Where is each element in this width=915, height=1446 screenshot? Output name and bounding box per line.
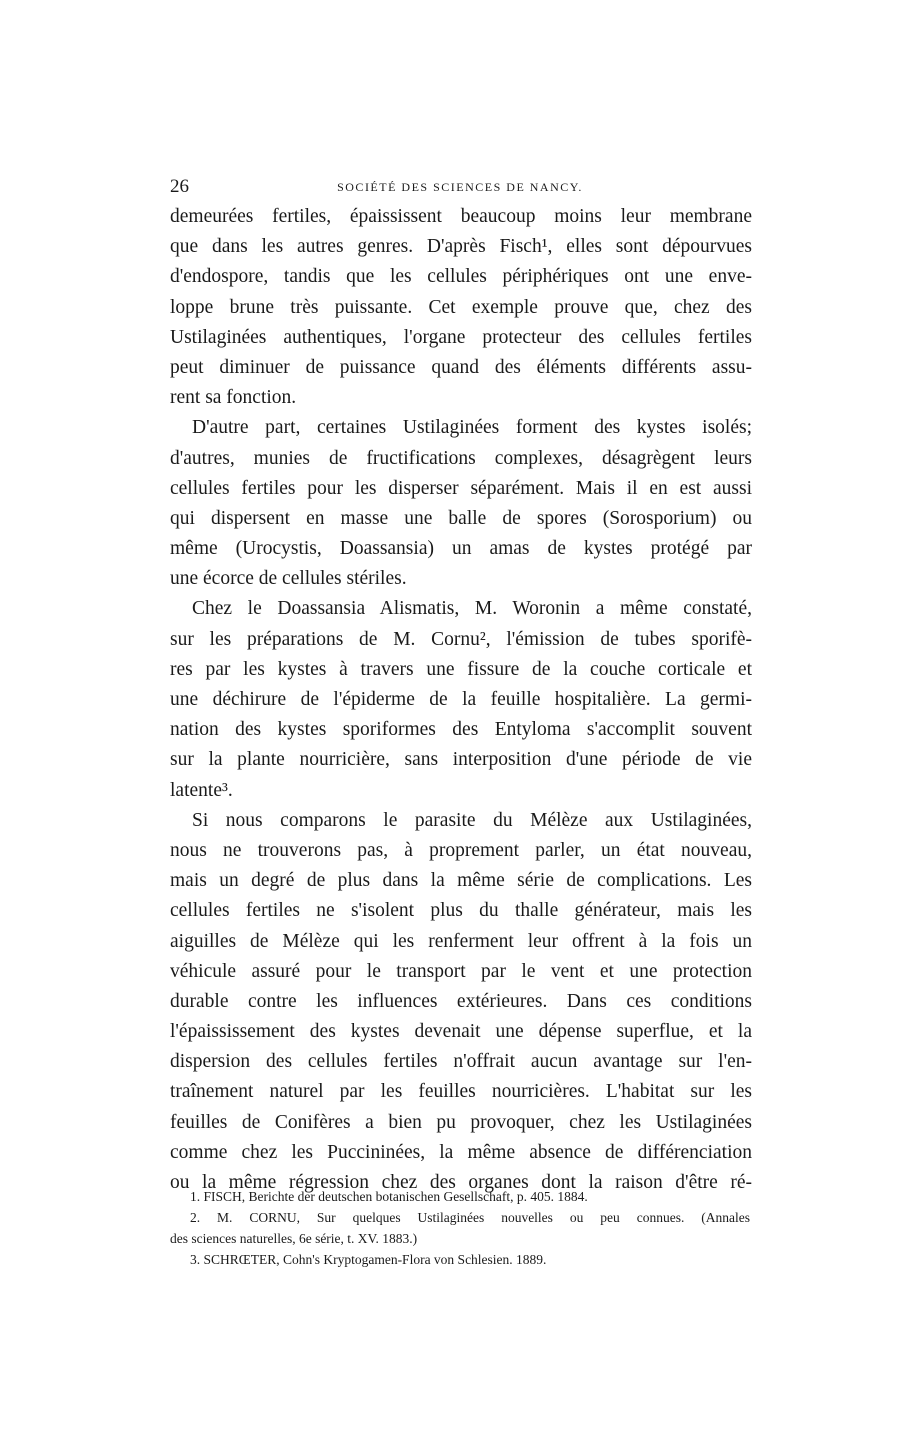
footnote: 3. SCHRŒTER, Cohn's Kryptogamen-Flora von Schlesien. 1889.: [190, 1252, 547, 1267]
footnote: 2. M. CORNU, Sur quelques Ustilaginées nouvelles ou peu connues. (Annales: [190, 1210, 750, 1225]
text-line: d'autres, munies de fructifications complexes, désagrègent leurs: [170, 447, 752, 469]
text-line: l'épaississement des kystes devenait une dépense superflue, et la: [170, 1021, 752, 1043]
footnote: 1. FISCH, Berichte der deutschen botanischen Gesellschaft, p. 405. 1884.: [190, 1189, 588, 1204]
text-line: feuilles de Conifères a bien pu provoquer, chez les Ustilaginées: [170, 1111, 752, 1133]
text-line: loppe brune très puissante. Cet exemple prouve que, chez des: [170, 296, 752, 318]
text-line: peut diminuer de puissance quand des éléments différents assu-: [170, 356, 752, 378]
text-line: véhicule assuré pour le transport par le vent et une protection: [170, 960, 752, 982]
running-head: SOCIÉTÉ DES SCIENCES DE NANCY.: [337, 180, 583, 194]
footnotes: [170, 1186, 750, 1270]
text-line: nation des kystes sporiformes des Entyloma s'accomplit souvent: [170, 719, 752, 741]
text-line: res par les kystes à travers une fissure de la couche corticale et: [170, 658, 752, 680]
text-line: nous ne trouverons pas, à proprement parler, un état nouveau,: [170, 839, 752, 861]
text-line: durable contre les influences extérieures. Dans ces conditions: [170, 990, 752, 1012]
text-line: Ustilaginées authentiques, l'organe protecteur des cellules fertiles: [170, 326, 752, 348]
text-line: qui dispersent en masse une balle de spores (Sorosporium) ou: [170, 507, 752, 529]
text-line: demeurées fertiles, épaississent beaucoup moins leur membrane: [170, 206, 752, 227]
text-line: Chez le Doassansia Alismatis, M. Woronin a même constaté,: [192, 598, 752, 620]
text-line: même (Urocystis, Doassansia) un amas de kystes protégé par: [170, 538, 752, 560]
text-line: une déchirure de l'épiderme de la feuille hospitalière. La germi-: [170, 689, 752, 710]
text-line: rent sa fonction.: [170, 387, 297, 409]
text-line: Si nous comparons le parasite du Mélèze aux Ustilaginées,: [192, 809, 752, 831]
text-line: cellules fertiles pour les disperser séparément. Mais il en est aussi: [170, 477, 752, 499]
text-line: aiguilles de Mélèze qui les renferment leur offrent à la fois un: [170, 930, 752, 952]
footnote: des sciences naturelles, 6e série, t. XV. 1883.): [170, 1231, 418, 1246]
page-header: [170, 176, 750, 200]
text-line: D'autre part, certaines Ustilaginées forment des kystes isolés;: [192, 417, 752, 439]
text-line: traînement naturel par les feuilles nourricières. L'habitat sur les: [170, 1081, 752, 1103]
text-line: sur les préparations de M. Cornu², l'émission de tubes sporifè-: [170, 628, 752, 650]
text-line: cellules fertiles ne s'isolent plus du thalle générateur, mais les: [170, 900, 752, 922]
text-line: sur la plante nourricière, sans interposition d'une période de vie: [170, 749, 752, 771]
page-number: 26: [170, 176, 189, 197]
text-line: latente³.: [170, 779, 233, 801]
body-text: [170, 202, 752, 1198]
text-line: ou la même régression chez des organes dont la raison d'être ré-: [170, 1172, 752, 1193]
text-line: comme chez les Puccininées, la même absence de différenciation: [170, 1141, 752, 1163]
text-line: mais un degré de plus dans la même série de complications. Les: [170, 870, 752, 892]
text-line: une écorce de cellules stériles.: [170, 568, 407, 590]
text-line: que dans les autres genres. D'après Fisch¹, elles sont dépourvues: [170, 236, 752, 258]
text-line: d'endospore, tandis que les cellules périphériques ont une enve-: [170, 266, 752, 288]
text-line: dispersion des cellules fertiles n'offrait aucun avantage sur l'en-: [170, 1051, 752, 1073]
